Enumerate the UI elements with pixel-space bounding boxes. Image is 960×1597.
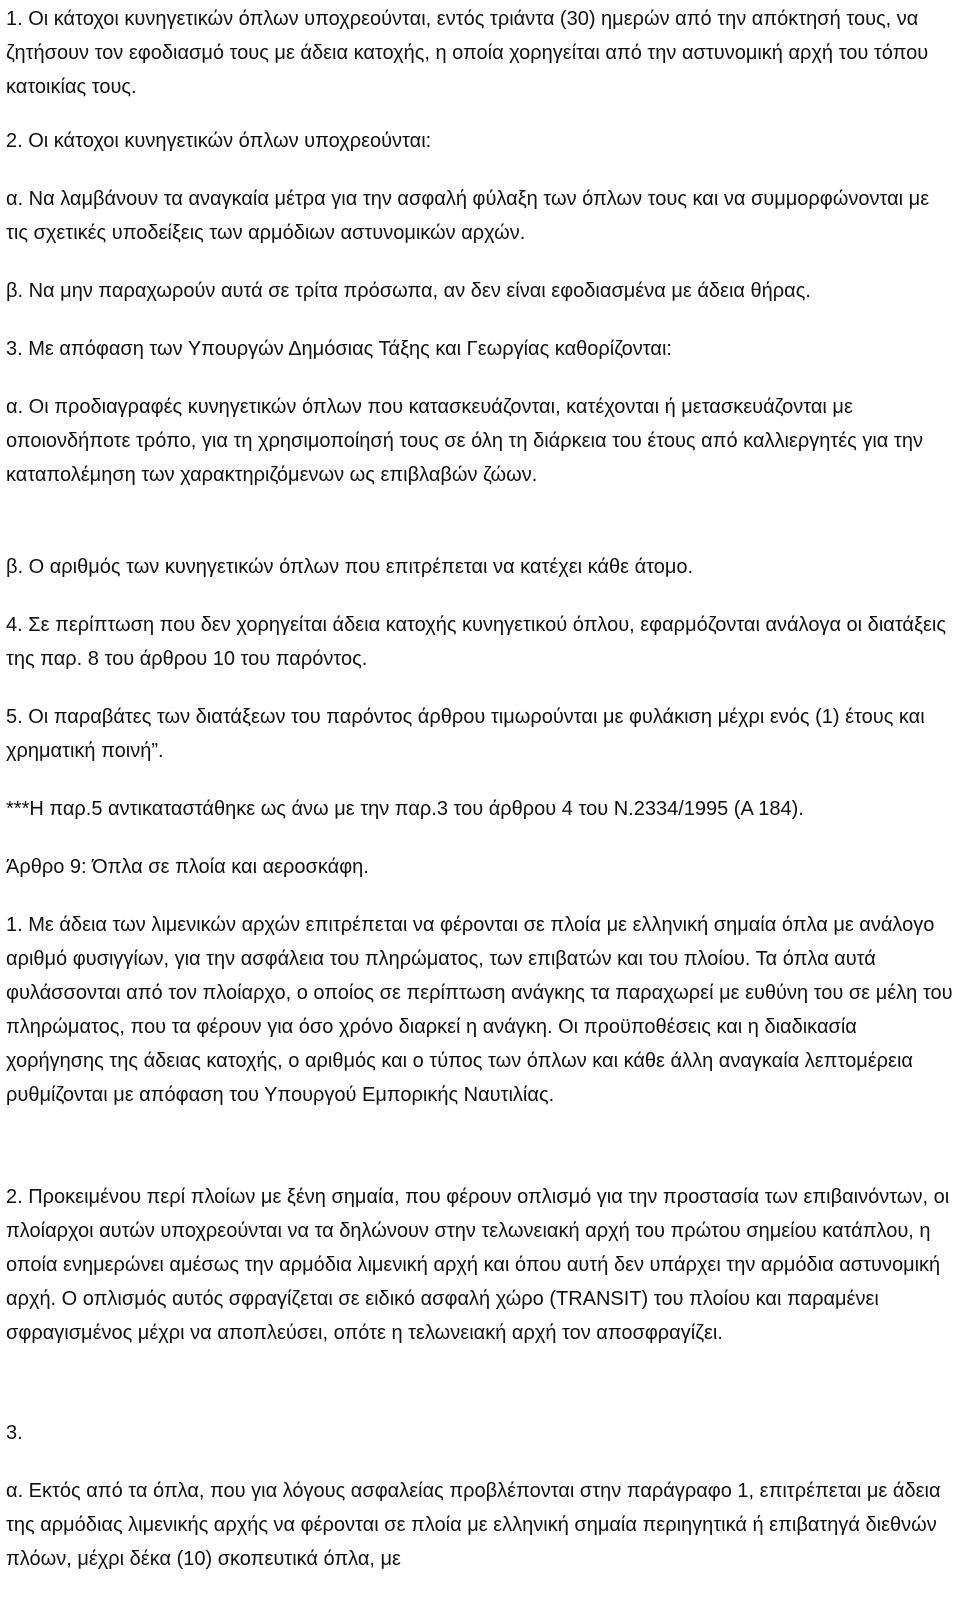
paragraph-8-2: 2. Οι κάτοχοι κυνηγετικών όπλων υποχρεούνται:	[6, 130, 432, 152]
paragraph-8-5: 5. Οι παραβάτες των διατάξεων του παρόντος άρθρου τιμωρούνται με φυλάκιση μέχρι ενός (1) έτους και χρηματική ποινή”.	[6, 706, 925, 762]
paragraph-9-1: 1. Με άδεια των λιμενικών αρχών επιτρέπεται να φέρονται σε πλοία με ελληνική σημαία όπλα με ανάλογο αριθμό φυσιγγίων, για την ασφάλεια του πληρώματος, των επιβατών και του πλοίου. Τα όπλα αυτά φυλάσσονται από τον πλοίαρχο, ο οποίος σε περίπτωση ανάγκης τα παραχωρεί με ευθύνη του σε μέλη του πληρώματος, που τα φέρουν για όσο χρόνο διαρκεί η ανάγκη. Οι προϋποθέσεις και η διαδικασία χορήγησης της άδειας κατοχής, ο αριθμός και ο τύπος των όπλων και κάθε άλλη αναγκαία λεπτομέρεια ρυθμίζονται με απόφαση του Υπουργού Εμπορικής Ναυτιλίας.	[6, 914, 953, 1106]
paragraph-8-4: 4. Σε περίπτωση που δεν χορηγείται άδεια κατοχής κυνηγετικού όπλου, εφαρμόζονται ανάλογα οι διατάξεις της παρ. 8 του άρθρου 10 του παρόντος.	[6, 614, 946, 670]
paragraph-9-3: 3.	[6, 1422, 23, 1444]
article-9-heading: Άρθρο 9: Όπλα σε πλοία και αεροσκάφη.	[6, 856, 369, 878]
paragraph-8-1: 1. Οι κάτοχοι κυνηγετικών όπλων υποχρεούνται, εντός τριάντα (30) ημερών από την απόκτησή τους, να ζητήσουν τον εφοδιασμό τους με άδεια κατοχής, η οποία χορηγείται από την αστυνομική αρχή του τόπου κατοικίας τους.	[6, 8, 929, 98]
paragraph-9-2: 2. Προκειμένου περί πλοίων με ξένη σημαία, που φέρουν οπλισμό για την προστασία των επιβαινόντων, οι πλοίαρχοι αυτών υποχρεούνται να τα δηλώνουν στην τελωνειακή αρχή του πρώτου σημείου κατάπλου, η οποία ενημερώνει αμέσως την αρμόδια λιμενική αρχή και όπου αυτή δεν υπάρχει την αρμόδια αστυνομική αρχή. Ο οπλισμός αυτός σφραγίζεται σε ειδικό ασφαλή χώρο (TRANSIT) του πλοίου και παραμένει σφραγισμένος μέχρι να αποπλεύσει, οπότε η τελωνειακή αρχή τον αποσφραγίζει.	[6, 1186, 950, 1344]
paragraph-8-3: 3. Με απόφαση των Υπουργών Δημόσιας Τάξης και Γεωργίας καθορίζονται:	[6, 338, 672, 360]
paragraph-8-3-b: β. Ο αριθμός των κυνηγετικών όπλων που επιτρέπεται να κατέχει κάθε άτομο.	[6, 556, 694, 578]
paragraph-8-2-b: β. Να μην παραχωρούν αυτά σε τρίτα πρόσωπα, αν δεν είναι εφοδιασμένα με άδεια θήρας.	[6, 280, 811, 302]
paragraph-8-2-a: α. Να λαμβάνουν τα αναγκαία μέτρα για την ασφαλή φύλαξη των όπλων τους και να συμμορφώνονται με τις σχετικές υποδείξεις των αρμόδιων αστυνομικών αρχών.	[6, 188, 930, 244]
paragraph-8-3-a: α. Οι προδιαγραφές κυνηγετικών όπλων που κατασκευάζονται, κατέχονται ή μετασκευάζονται με οποιονδήποτε τρόπο, για τη χρησιμοποίησή τους σε όλη τη διάρκεια του έτους από καλλιεργητές για την καταπολέμηση των χαρακτηριζόμενων ως επιβλαβών ζώων.	[6, 396, 923, 486]
amendment-note: ***Η παρ.5 αντικαταστάθηκε ως άνω με την παρ.3 του άρθρου 4 του Ν.2334/1995 (Α 184).	[6, 798, 804, 820]
paragraph-9-3-a: α. Εκτός από τα όπλα, που για λόγους ασφαλείας προβλέπονται στην παράγραφο 1, επιτρέπεται με άδεια της αρμόδιας λιμενικής αρχής να φέρονται σε πλοία με ελληνική σημαία περιηγητικά ή επιβατηγά διεθνών πλόων, μέχρι δέκα (10) σκοπευτικά όπλα, με	[6, 1480, 941, 1570]
